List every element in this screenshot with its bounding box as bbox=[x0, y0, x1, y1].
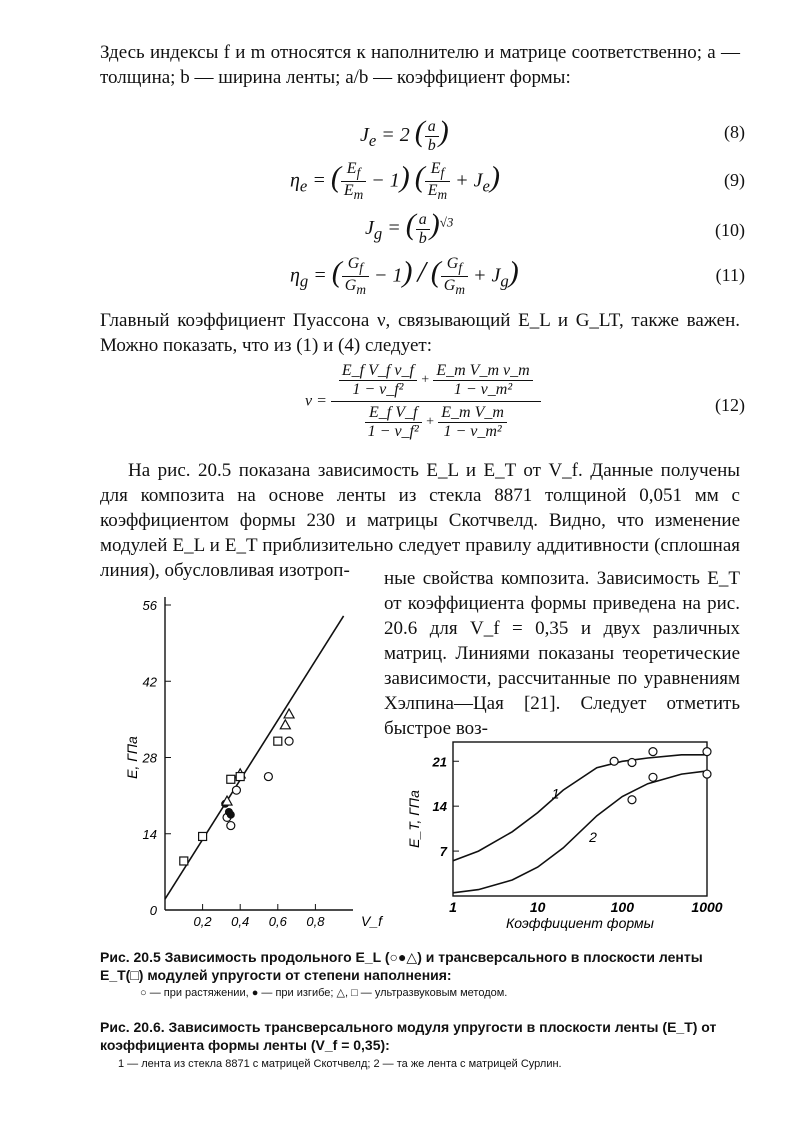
data-point bbox=[180, 857, 188, 865]
y-tick-label: 14 bbox=[142, 826, 157, 842]
curve-label: 1 bbox=[551, 785, 560, 802]
x-axis-label: Коэффициент формы bbox=[506, 915, 654, 931]
y-tick-label: 28 bbox=[142, 750, 157, 766]
data-point bbox=[236, 773, 244, 781]
x-axis-label: V_f bbox=[361, 913, 383, 929]
paragraph-poisson: Главный коэффициент Пуассона ν, связывающий E_L и G_LT, также важен. Можно показать, что из (1) и (4) следует: bbox=[100, 310, 740, 356]
equation-12-number: (12) bbox=[715, 395, 745, 415]
caption-figure-20-5-legend: ○ — при растяжении, ● — при изгибе; △, □ — ультразвуковым методом. bbox=[140, 987, 508, 999]
figure-20-5-chart bbox=[115, 585, 385, 930]
curve-2 bbox=[453, 771, 707, 893]
y-tick-label: 56 bbox=[142, 598, 157, 613]
equation-11: $\eta_g$ = ( $\frac{G_f}{G_m}$ − 1) / ( $\frac{G_f}{G_m}$ + $J_g$) bbox=[290, 255, 519, 298]
equation-12: ν = $\frac{\text{E\_f V\_f ν\_f}}{\text{1 − ν\_f²}}$ + $\frac{\text{E\_m V\_m ν\_m}}{\text{1 − ν\_m²}}$ $\frac{\text{E\_f V\_f}}{\text{1 − ν\_f²}}$ + $\frac{\text{E\_m V\_m}}{\text{1 − ν\_m²}}$ bbox=[305, 360, 541, 443]
x-tick-label: 0,6 bbox=[268, 914, 287, 929]
paragraph-results: На рис. 20.5 показана зависимость E_L и E_T от V_f. Данные получены для композита на основе ленты из стекла 8871 толщиной 0,051 мм с коэффициентом формы 230 и матрицы Скотчвелд. Видно, что изменение модулей E_L и E_T приблизительно следует правилу аддитивности (сплошная линия), обусловливая изотроп- bbox=[100, 460, 740, 581]
y-tick-label: 21 bbox=[432, 754, 447, 770]
x-tick-label: 10 bbox=[529, 899, 546, 915]
equation-10: $J_g$ = ( $\frac{a}{b}$ )$^{√3}$ bbox=[365, 208, 454, 247]
data-point bbox=[703, 770, 711, 778]
plot-frame bbox=[453, 742, 707, 896]
x-tick-label: 0,8 bbox=[306, 914, 325, 929]
x-tick-label: 100 bbox=[610, 899, 635, 915]
x-tick-label: 0,2 bbox=[193, 914, 212, 929]
additivity-line bbox=[165, 616, 344, 899]
y-tick-label: 0 bbox=[149, 903, 157, 918]
data-point bbox=[628, 796, 636, 804]
y-axis-label: E_T, ГПа bbox=[406, 790, 422, 848]
figure-20-6-chart bbox=[395, 730, 735, 935]
data-point bbox=[285, 737, 293, 745]
data-point bbox=[274, 737, 282, 745]
equation-9: $\eta_e$ = ( $\frac{E_f}{E_m}$ − 1) ( $\frac{E_f}{E_m}$ + $J_e$) bbox=[290, 160, 500, 203]
paragraph-intro: Здесь индексы f и m относятся к наполнителю и матрице соответственно; a — толщина; b — ширина ленты; a/b — коэффициент формы: bbox=[100, 42, 740, 88]
equation-8-number: (8) bbox=[724, 122, 745, 142]
x-tick-label: 1000 bbox=[691, 899, 723, 915]
data-point bbox=[199, 832, 207, 840]
data-point bbox=[227, 775, 235, 783]
x-tick-label: 1 bbox=[449, 899, 457, 915]
data-point bbox=[628, 759, 636, 767]
data-point bbox=[232, 786, 240, 794]
equation-9-number: (9) bbox=[724, 170, 745, 190]
data-point bbox=[649, 773, 657, 781]
curve-1 bbox=[453, 755, 707, 861]
data-point bbox=[703, 748, 711, 756]
data-point bbox=[280, 720, 290, 729]
caption-figure-20-6: Рис. 20.6. Зависимость трансверсального модуля упругости в плоскости ленты (E_T) от коэффициента формы ленты (V_f = 0,35): bbox=[100, 1019, 717, 1053]
data-point bbox=[610, 757, 618, 765]
equation-10-number: (10) bbox=[715, 220, 745, 240]
y-tick-label: 7 bbox=[439, 844, 447, 860]
paragraph-results-cont: ные свойства композита. Зависимость E_T от коэффициента формы приведена на рис. 20.6 для V_f = 0,35 и двух различных матриц. Линиями показаны теоретические зависимости, рассчитанные по уравнениям Хэлпина—Цая [21]. Следует отметить быстрое воз- bbox=[384, 568, 740, 739]
y-tick-label: 14 bbox=[432, 799, 447, 815]
caption-figure-20-5: Рис. 20.5 Зависимость продольного E_L (○●△) и трансверсального в плоскости ленты E_T(□) модулей упругости от степени наполнения: bbox=[100, 949, 703, 983]
data-point bbox=[284, 709, 294, 718]
data-point bbox=[227, 811, 235, 819]
curve-label: 2 bbox=[589, 828, 597, 845]
equation-8: $J_e = 2$ ( $\frac{a}{b}$ ) bbox=[360, 115, 449, 154]
data-point bbox=[264, 773, 272, 781]
data-point bbox=[227, 822, 235, 830]
caption-figure-20-6-legend: 1 — лента из стекла 8871 с матрицей Скотчвелд; 2 — та же лента с матрицей Сурлин. bbox=[118, 1058, 562, 1070]
y-axis-label: E, ГПа bbox=[124, 736, 140, 779]
x-tick-label: 0,4 bbox=[231, 914, 250, 929]
equation-11-number: (11) bbox=[715, 265, 745, 285]
data-point bbox=[649, 748, 657, 756]
y-tick-label: 42 bbox=[142, 674, 157, 690]
